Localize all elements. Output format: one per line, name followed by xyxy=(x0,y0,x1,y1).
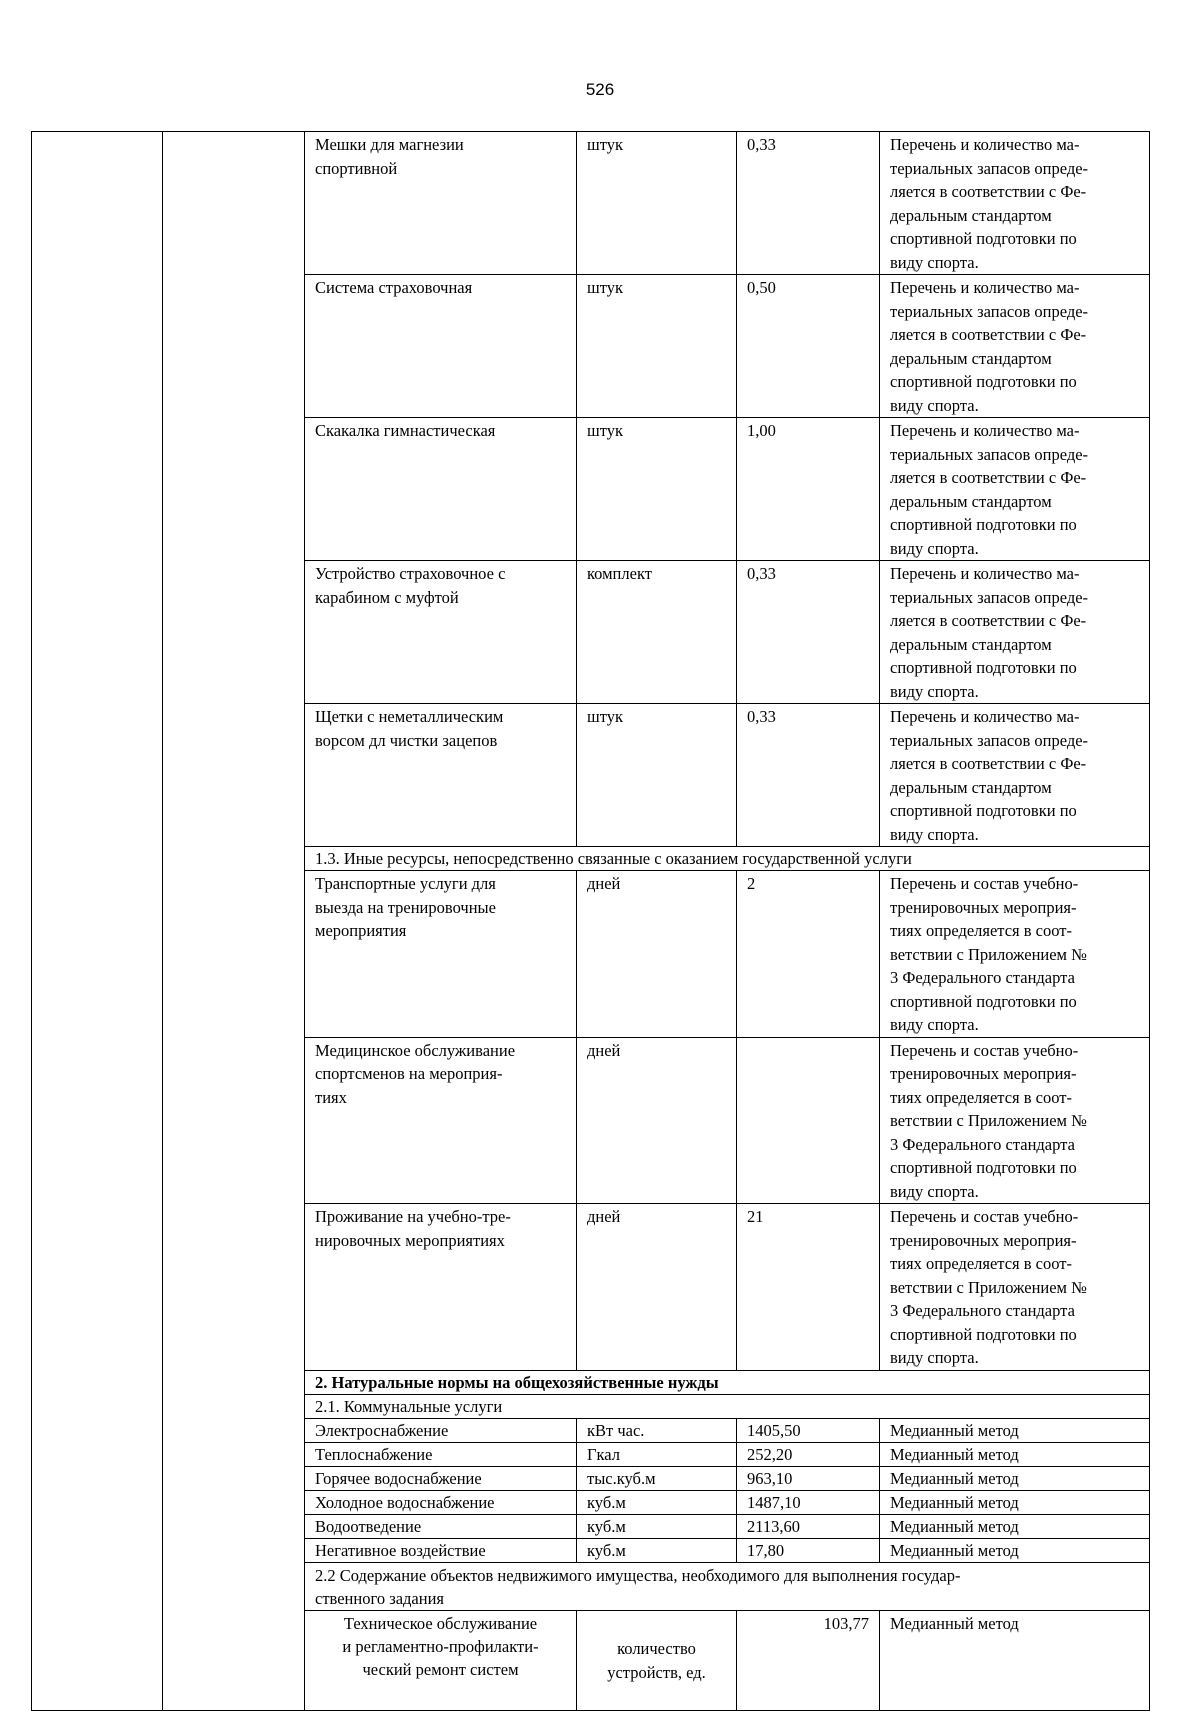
resource-note: Медианный метод xyxy=(880,1610,1150,1710)
section-heading: 2. Натуральные нормы на общехозяйственные нужды xyxy=(305,1370,1150,1394)
resource-name: Горячее водоснабжение xyxy=(305,1466,577,1490)
resource-value: 0,50 xyxy=(737,275,880,418)
resource-unit: кВт час. xyxy=(577,1418,737,1442)
resource-note: Перечень и количество ма- териальных запасов опреде- ляется в соответствии с Фе- деральным стандартом спортивной подготовки по виду спорта. xyxy=(880,275,1150,418)
resource-note: Перечень и количество ма- териальных запасов опреде- ляется в соответствии с Фе- деральным стандартом спортивной подготовки по виду спорта. xyxy=(880,561,1150,704)
resource-value: 0,33 xyxy=(737,704,880,847)
resource-note: Перечень и количество ма- териальных запасов опреде- ляется в соответствии с Фе- деральным стандартом спортивной подготовки по виду спорта. xyxy=(880,704,1150,847)
resource-note: Медианный метод xyxy=(880,1490,1150,1514)
resource-value: 1405,50 xyxy=(737,1418,880,1442)
resource-unit: дней xyxy=(577,871,737,1038)
blank-column-2 xyxy=(163,132,305,1711)
resource-value: 252,20 xyxy=(737,1442,880,1466)
resource-name: Мешки для магнезии спортивной xyxy=(305,132,577,275)
resource-name: Скакалка гимнастическая xyxy=(305,418,577,561)
resource-value: 2 xyxy=(737,871,880,1038)
resource-name: Электроснабжение xyxy=(305,1418,577,1442)
resource-value: 1,00 xyxy=(737,418,880,561)
resource-value: 21 xyxy=(737,1204,880,1371)
resource-value: 963,10 xyxy=(737,1466,880,1490)
resource-name: Холодное водоснабжение xyxy=(305,1490,577,1514)
section-heading: 1.3. Иные ресурсы, непосредственно связанные с оказанием государственной услуги xyxy=(305,847,1150,871)
resource-note: Перечень и количество ма- териальных запасов опреде- ляется в соответствии с Фе- деральным стандартом спортивной подготовки по виду спорта. xyxy=(880,132,1150,275)
resource-unit: куб.м xyxy=(577,1538,737,1562)
resource-unit: штук xyxy=(577,704,737,847)
page-number: 526 xyxy=(585,80,615,99)
resource-note: Медианный метод xyxy=(880,1514,1150,1538)
resource-value: 2113,60 xyxy=(737,1514,880,1538)
resource-unit: штук xyxy=(577,275,737,418)
resource-name: Проживание на учебно-тре- нировочных мероприятиях xyxy=(305,1204,577,1371)
resource-note: Перечень и состав учебно- тренировочных мероприя- тиях определяется в соот- ветствии с Приложением № 3 Федерального стандарта спортивной подготовки по виду спорта. xyxy=(880,1037,1150,1204)
resource-unit: куб.м xyxy=(577,1490,737,1514)
resource-note: Медианный метод xyxy=(880,1418,1150,1442)
resource-unit: Гкал xyxy=(577,1442,737,1466)
resource-name: Водоотведение xyxy=(305,1514,577,1538)
resource-unit: количество устройств, ед. xyxy=(577,1610,737,1710)
resource-name: Медицинское обслуживание спортсменов на мероприя- тиях xyxy=(305,1037,577,1204)
resource-value: 0,33 xyxy=(737,132,880,275)
resource-note: Медианный метод xyxy=(880,1442,1150,1466)
resource-unit: дней xyxy=(577,1204,737,1371)
resource-name: Теплоснабжение xyxy=(305,1442,577,1466)
resource-unit: дней xyxy=(577,1037,737,1204)
resource-unit: тыс.куб.м xyxy=(577,1466,737,1490)
section-heading: 2.1. Коммунальные услуги xyxy=(305,1394,1150,1418)
resource-value: 103,77 xyxy=(737,1610,880,1710)
norms-table xyxy=(31,131,1150,1711)
resource-unit: комплект xyxy=(577,561,737,704)
resource-note: Перечень и состав учебно- тренировочных мероприя- тиях определяется в соот- ветствии с Приложением № 3 Федерального стандарта спортивной подготовки по виду спорта. xyxy=(880,871,1150,1038)
blank-column-1 xyxy=(32,132,163,1711)
resource-unit: штук xyxy=(577,418,737,561)
resource-name: Система страховочная xyxy=(305,275,577,418)
resource-note: Медианный метод xyxy=(880,1538,1150,1562)
table-row xyxy=(32,132,1150,275)
resource-note: Перечень и количество ма- териальных запасов опреде- ляется в соответствии с Фе- деральным стандартом спортивной подготовки по виду спорта. xyxy=(880,418,1150,561)
resource-note: Перечень и состав учебно- тренировочных мероприя- тиях определяется в соот- ветствии с Приложением № 3 Федерального стандарта спортивной подготовки по виду спорта. xyxy=(880,1204,1150,1371)
section-heading: 2.2 Содержание объектов недвижимого имущества, необходимого для выполнения государ- ственного задания xyxy=(305,1562,1150,1610)
resource-name: Транспортные услуги для выезда на тренировочные мероприятия xyxy=(305,871,577,1038)
resource-unit: штук xyxy=(577,132,737,275)
resource-note: Медианный метод xyxy=(880,1466,1150,1490)
resource-unit: куб.м xyxy=(577,1514,737,1538)
resource-name: Щетки с неметаллическим ворсом дл чистки зацепов xyxy=(305,704,577,847)
resource-name: Негативное воздействие xyxy=(305,1538,577,1562)
resource-value: 0,33 xyxy=(737,561,880,704)
resource-name: Устройство страховочное с карабином с муфтой xyxy=(305,561,577,704)
resource-value: 1487,10 xyxy=(737,1490,880,1514)
resource-value xyxy=(737,1037,880,1204)
resource-name: Техническое обслуживание и регламентно-профилакти- ческий ремонт систем xyxy=(305,1610,577,1710)
resource-value: 17,80 xyxy=(737,1538,880,1562)
